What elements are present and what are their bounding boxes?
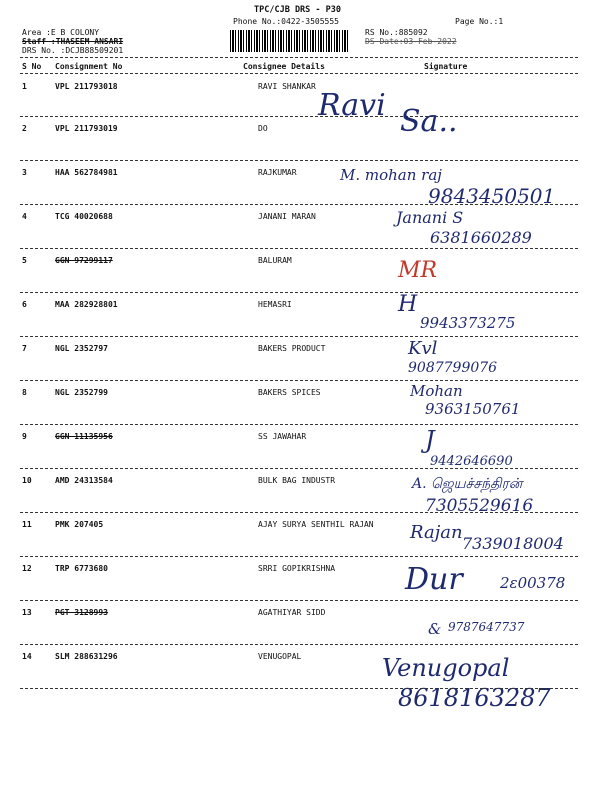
signature: &	[428, 620, 442, 638]
signature: Kvl	[408, 338, 438, 359]
signature: Sa..	[400, 104, 458, 139]
signature-phone: 6381660289	[430, 228, 532, 247]
signature-phone: 9087799076	[408, 360, 498, 376]
consignee-name: VENUGOPAL	[258, 652, 302, 661]
row-divider	[20, 688, 578, 689]
row-divider	[20, 160, 578, 161]
consignee-name: RAJKUMAR	[258, 168, 297, 177]
header-divider	[20, 57, 578, 58]
consignment-number: SLM 288631296	[55, 652, 118, 661]
consignment-number: TCG 40020688	[55, 212, 113, 221]
row-number: 2	[22, 124, 27, 133]
row-number: 11	[22, 520, 32, 529]
row-divider	[20, 468, 578, 469]
drs-number: DRS No. :DCJB88509201	[22, 46, 124, 55]
row-number: 1	[22, 82, 27, 91]
consignee-name: SRRI GOPIKRISHNA	[258, 564, 336, 573]
row-number: 10	[22, 476, 32, 485]
col-signature: Signature	[424, 62, 468, 71]
col-sno: S No	[22, 62, 42, 71]
column-divider	[20, 73, 578, 74]
row-divider	[20, 600, 578, 601]
row-divider	[20, 556, 578, 557]
row-number: 13	[22, 608, 32, 617]
signature: A. ஜெயச்சந்திரன்	[412, 476, 523, 492]
consignee-name: JANANI MARAN	[258, 212, 316, 221]
consignee-name: HEMASRI	[258, 300, 292, 309]
signature-phone: 9787647737	[448, 620, 525, 634]
signature: Venugopal	[382, 654, 510, 682]
col-consignee: Consignee Details	[243, 62, 325, 71]
signature-phone: 9363150761	[425, 400, 521, 418]
consignment-number: PMK 207405	[55, 520, 104, 529]
consignment-number: HAA 562784981	[55, 168, 118, 177]
col-consignment: Consignment No	[55, 62, 123, 71]
phone-number: Phone No.:0422-3505555	[233, 17, 339, 26]
row-divider	[20, 248, 578, 249]
consignee-name: DO	[258, 124, 268, 133]
rs-number: RS No.:885092	[365, 28, 428, 37]
signature: H	[398, 292, 418, 317]
area-field: Area :E B COLONY	[22, 28, 100, 37]
consignment-number: NGL 2352799	[55, 388, 108, 397]
consignment-number: MAA 282928801	[55, 300, 118, 309]
consignment-number: GGN 11135956	[55, 432, 113, 441]
consignment-number: TRP 6773680	[55, 564, 108, 573]
signature: J	[425, 426, 435, 454]
signature: Janani S	[396, 208, 464, 227]
signature: Ravi	[318, 88, 386, 123]
row-number: 5	[22, 256, 27, 265]
signature: M. mohan raj	[340, 166, 442, 184]
consignee-name: RAVI SHANKAR	[258, 82, 316, 91]
row-divider	[20, 292, 578, 293]
consignment-number: AMD 24313584	[55, 476, 113, 485]
consignment-number: VPL 211793019	[55, 124, 118, 133]
ds-date: DS Date:03-Feb-2022	[365, 37, 457, 46]
signature-phone: 8618163287	[398, 684, 551, 712]
signature: Dur	[405, 562, 463, 597]
signature-phone: 7339018004	[462, 534, 564, 553]
consignee-name: BULK BAG INDUSTR	[258, 476, 336, 485]
document-title: TPC/CJB DRS - P30	[254, 5, 341, 15]
row-number: 3	[22, 168, 27, 177]
signature-phone: 9442646690	[430, 454, 513, 469]
row-number: 12	[22, 564, 32, 573]
row-divider	[20, 424, 578, 425]
signature-phone: 7305529616	[425, 496, 534, 516]
consignee-name: BAKERS SPICES	[258, 388, 321, 397]
consignee-name: AGATHIYAR SIDD	[258, 608, 326, 617]
signature: Rajan	[410, 522, 463, 543]
row-number: 14	[22, 652, 32, 661]
consignment-number: GGN 97299117	[55, 256, 113, 265]
row-number: 7	[22, 344, 27, 353]
staff-field: Staff :THASEEM ANSARI	[22, 37, 124, 46]
barcode	[230, 30, 348, 52]
row-divider	[20, 116, 578, 117]
consignee-name: BALURAM	[258, 256, 292, 265]
signature-phone: 9843450501	[428, 184, 556, 208]
consignment-number: NGL 2352797	[55, 344, 108, 353]
page-number: Page No.:1	[455, 17, 504, 26]
consignment-number: VPL 211793018	[55, 82, 118, 91]
row-divider	[20, 644, 578, 645]
consignee-name: SS JAWAHAR	[258, 432, 307, 441]
signature-phone: 9943373275	[420, 314, 516, 332]
row-divider	[20, 512, 578, 513]
row-divider	[20, 204, 578, 205]
row-number: 8	[22, 388, 27, 397]
row-divider	[20, 380, 578, 381]
signature: MR	[398, 258, 438, 283]
row-number: 6	[22, 300, 27, 309]
row-number: 9	[22, 432, 27, 441]
row-number: 4	[22, 212, 27, 221]
consignee-name: AJAY SURYA SENTHIL RAJAN	[258, 520, 374, 529]
consignee-name: BAKERS PRODUCT	[258, 344, 326, 353]
signature: Mohan	[410, 382, 463, 400]
signature-phone: 2ε00378	[500, 574, 566, 592]
consignment-number: PGT 3128993	[55, 608, 108, 617]
row-divider	[20, 336, 578, 337]
